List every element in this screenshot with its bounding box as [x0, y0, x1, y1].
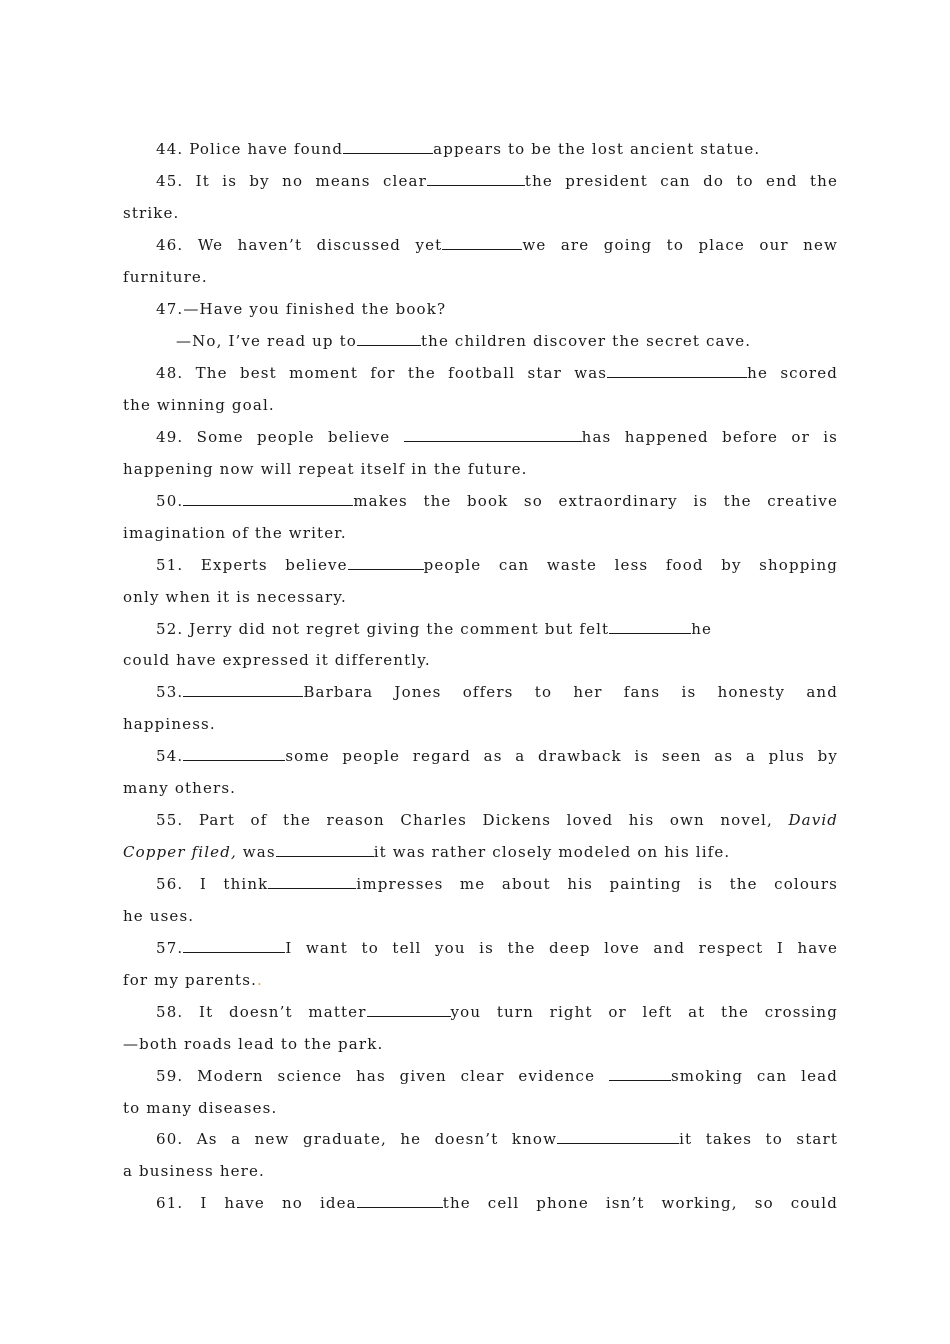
answer-blank[interactable]	[268, 873, 356, 889]
question-text: imagination of the writer.	[123, 524, 347, 542]
answer-blank[interactable]	[357, 1192, 443, 1208]
question-54-cont	[123, 777, 838, 799]
question-text: Modern science has given clear evidence	[197, 1067, 596, 1085]
answer-blank[interactable]	[557, 1128, 679, 1144]
question-number: 59.	[156, 1067, 184, 1085]
question-text: impresses me about his painting is the colours	[356, 875, 838, 893]
question-56	[156, 873, 838, 895]
question-text: I want to tell you is the deep love and respect I have	[285, 939, 838, 957]
question-49-cont	[123, 458, 838, 480]
question-50-cont	[123, 522, 838, 544]
question-text: —No, I’ve read up to	[176, 332, 357, 350]
question-51	[156, 554, 838, 576]
question-text: could have expressed it differently.	[123, 651, 431, 669]
question-61	[156, 1192, 838, 1214]
question-54	[156, 745, 838, 767]
question-45-cont	[123, 202, 838, 224]
question-text: some people regard as a drawback is seen as a plus by	[285, 747, 838, 765]
question-text: many others.	[123, 779, 237, 797]
answer-blank[interactable]	[183, 745, 285, 761]
question-48-cont	[123, 394, 838, 416]
question-text: it takes to start	[679, 1130, 838, 1148]
answer-blank[interactable]	[442, 234, 522, 250]
novel-title: Copper filed,	[123, 843, 237, 861]
question-text: Police have found	[189, 140, 344, 158]
question-text: it was rather closely modeled on his life.	[373, 843, 731, 861]
question-59-cont	[123, 1097, 838, 1119]
question-53	[156, 681, 838, 703]
question-57	[156, 937, 838, 959]
question-58	[156, 1001, 838, 1023]
question-text: for my parents.	[123, 971, 257, 989]
question-text: he scored	[747, 364, 838, 382]
question-text: the cell phone isn’t working, so could	[442, 1194, 838, 1212]
question-56-cont	[123, 905, 838, 927]
question-text: happiness.	[123, 715, 216, 733]
question-text: The best moment for the football star was	[195, 364, 608, 382]
question-text: Experts believe	[200, 556, 348, 574]
question-53-cont	[123, 713, 838, 735]
question-text: you turn right or left at the crossing	[450, 1003, 838, 1021]
question-51-cont	[123, 586, 838, 608]
question-text: It is by no means clear	[195, 172, 427, 190]
question-text: to many diseases.	[123, 1099, 278, 1117]
question-text: I have no idea	[200, 1194, 357, 1212]
question-52-cont	[123, 649, 838, 671]
question-text: furniture.	[123, 268, 208, 286]
answer-blank[interactable]	[609, 618, 691, 634]
question-text: I think	[199, 875, 269, 893]
question-number: 46.	[156, 236, 184, 254]
question-text: was	[242, 843, 276, 861]
question-60	[156, 1128, 838, 1150]
answer-blank[interactable]	[348, 554, 424, 570]
question-number: 49.	[156, 428, 184, 446]
question-50	[156, 490, 838, 512]
question-text: he uses.	[123, 907, 195, 925]
novel-title: David	[788, 811, 838, 829]
question-45	[156, 170, 838, 192]
answer-blank[interactable]	[357, 330, 421, 346]
answer-blank[interactable]	[343, 138, 433, 154]
question-number: 50.	[156, 492, 184, 510]
question-text: —Have you finished the book?	[183, 300, 447, 318]
question-text: the winning goal.	[123, 396, 275, 414]
question-46	[156, 234, 838, 256]
question-text: happening now will repeat itself in the future.	[123, 460, 528, 478]
question-number: 52.	[156, 620, 184, 638]
question-text: has happened before or is	[581, 428, 838, 446]
question-47	[156, 298, 838, 320]
question-number: 47.	[156, 300, 184, 318]
question-number: 51.	[156, 556, 184, 574]
question-text: —both roads lead to the park.	[123, 1035, 384, 1053]
answer-blank[interactable]	[183, 681, 303, 697]
question-text: makes the book so extraordinary is the creative	[353, 492, 838, 510]
question-47-reply	[176, 330, 838, 352]
question-text: people can waste less food by shopping	[423, 556, 838, 574]
question-number: 60.	[156, 1130, 184, 1148]
question-text: only when it is necessary.	[123, 588, 347, 606]
question-58-cont	[123, 1033, 838, 1055]
question-59	[156, 1065, 838, 1087]
question-60-cont	[123, 1160, 838, 1182]
question-text: a business here.	[123, 1162, 265, 1180]
question-52	[156, 618, 838, 640]
question-44	[156, 138, 838, 160]
question-text: Jerry did not regret giving the comment but felt	[189, 620, 610, 638]
question-text: he	[691, 620, 713, 638]
question-number: 56.	[156, 875, 184, 893]
answer-blank[interactable]	[427, 170, 525, 186]
answer-blank[interactable]	[367, 1001, 451, 1017]
question-text: smoking can lead	[670, 1067, 838, 1085]
question-57-cont	[123, 969, 838, 991]
question-text: the children discover the secret cave.	[420, 332, 752, 350]
question-text: Barbara Jones offers to her fans is honesty and	[303, 683, 838, 701]
answer-blank[interactable]	[276, 841, 374, 857]
question-text: Some people believe	[196, 428, 391, 446]
question-number: 61.	[156, 1194, 184, 1212]
answer-blank[interactable]	[607, 362, 747, 378]
answer-blank[interactable]	[609, 1065, 671, 1081]
answer-blank[interactable]	[404, 426, 582, 442]
question-number: 44.	[156, 140, 184, 158]
answer-blank[interactable]	[183, 490, 353, 506]
question-text: the president can do to end the	[524, 172, 838, 190]
question-text: we are going to place our new	[522, 236, 838, 254]
question-text: It doesn’t matter	[199, 1003, 367, 1021]
question-number: 57.	[156, 939, 184, 957]
question-text: appears to be the lost ancient statue.	[433, 140, 761, 158]
question-number: 45.	[156, 172, 184, 190]
question-number: 48.	[156, 364, 184, 382]
question-text: As a new graduate, he doesn’t know	[196, 1130, 558, 1148]
question-55	[156, 809, 838, 831]
question-46-cont	[123, 266, 838, 288]
question-48	[156, 362, 838, 384]
question-text: Part of the reason Charles Dickens loved his own novel,	[198, 811, 773, 829]
question-number: 53.	[156, 683, 184, 701]
question-number: 54.	[156, 747, 184, 765]
question-text: We haven’t discussed yet	[197, 236, 443, 254]
answer-blank[interactable]	[183, 937, 285, 953]
question-49	[156, 426, 838, 448]
stray-dot: .	[256, 971, 263, 989]
question-text: strike.	[123, 204, 180, 222]
question-number: 58.	[156, 1003, 184, 1021]
question-number: 55.	[156, 811, 184, 829]
question-55-cont	[123, 841, 838, 863]
